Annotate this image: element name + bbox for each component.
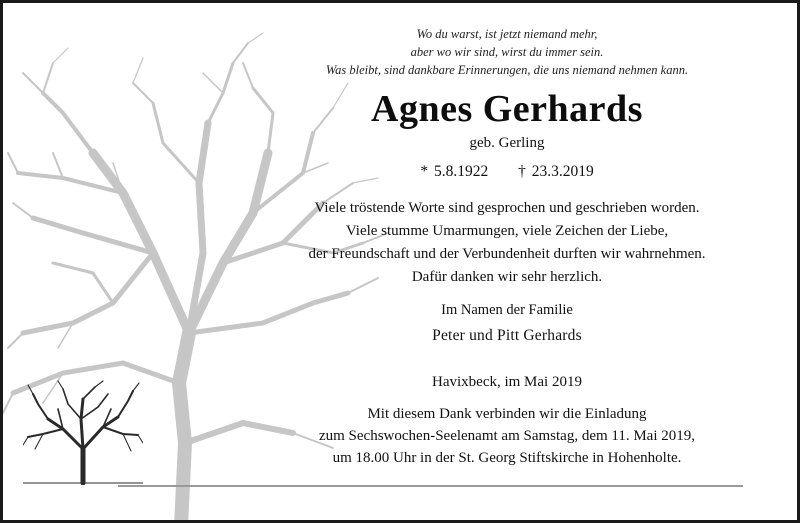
thanks-paragraph <box>233 197 781 289</box>
bottom-divider <box>118 485 743 487</box>
obituary-text <box>233 25 781 469</box>
invitation-line: zum Sechswochen-Seelenamt am Samstag, dem 11. Mai 2019, <box>318 428 696 444</box>
motto-verse <box>233 25 781 79</box>
thanks-line: Dafür danken wir sehr herzlich. <box>411 269 603 285</box>
birth-name: geb. Gerling <box>469 135 545 151</box>
thanks-line: Viele stumme Umarmungen, viele Zeichen der Liebe, <box>345 223 669 239</box>
invitation-line: um 18.00 Uhr in der St. Georg Stiftskirche in Hohenholte. <box>332 450 682 466</box>
motto-line: Wo du warst, ist jetzt niemand mehr, <box>416 27 598 41</box>
deceased-name: Agnes Gerhards <box>371 88 643 130</box>
death-date: † 23.3.2019 <box>518 163 594 180</box>
motto-line: Was bleibt, sind dankbare Erinnerungen, die uns niemand nehmen kann. <box>325 63 689 77</box>
thanks-line: der Freundschaft und der Verbundenheit durften wir wahrnehmen. <box>308 246 706 262</box>
place-date: Havixbeck, im Mai 2019 <box>432 374 582 390</box>
family-intro: Im Namen der Familie <box>441 302 573 318</box>
small-tree-icon <box>23 379 143 485</box>
invitation-line: Mit diesem Dank verbinden wir die Einladung <box>367 406 647 422</box>
birth-date: * 5.8.1922 <box>420 163 489 180</box>
thanks-line: Viele tröstende Worte sind gesprochen und geschrieben worden. <box>314 200 700 216</box>
motto-line: aber wo wir sind, wirst du immer sein. <box>410 45 604 59</box>
life-dates <box>233 161 781 183</box>
family-names: Peter und Pitt Gerhards <box>432 327 582 344</box>
invitation-paragraph <box>233 403 781 469</box>
